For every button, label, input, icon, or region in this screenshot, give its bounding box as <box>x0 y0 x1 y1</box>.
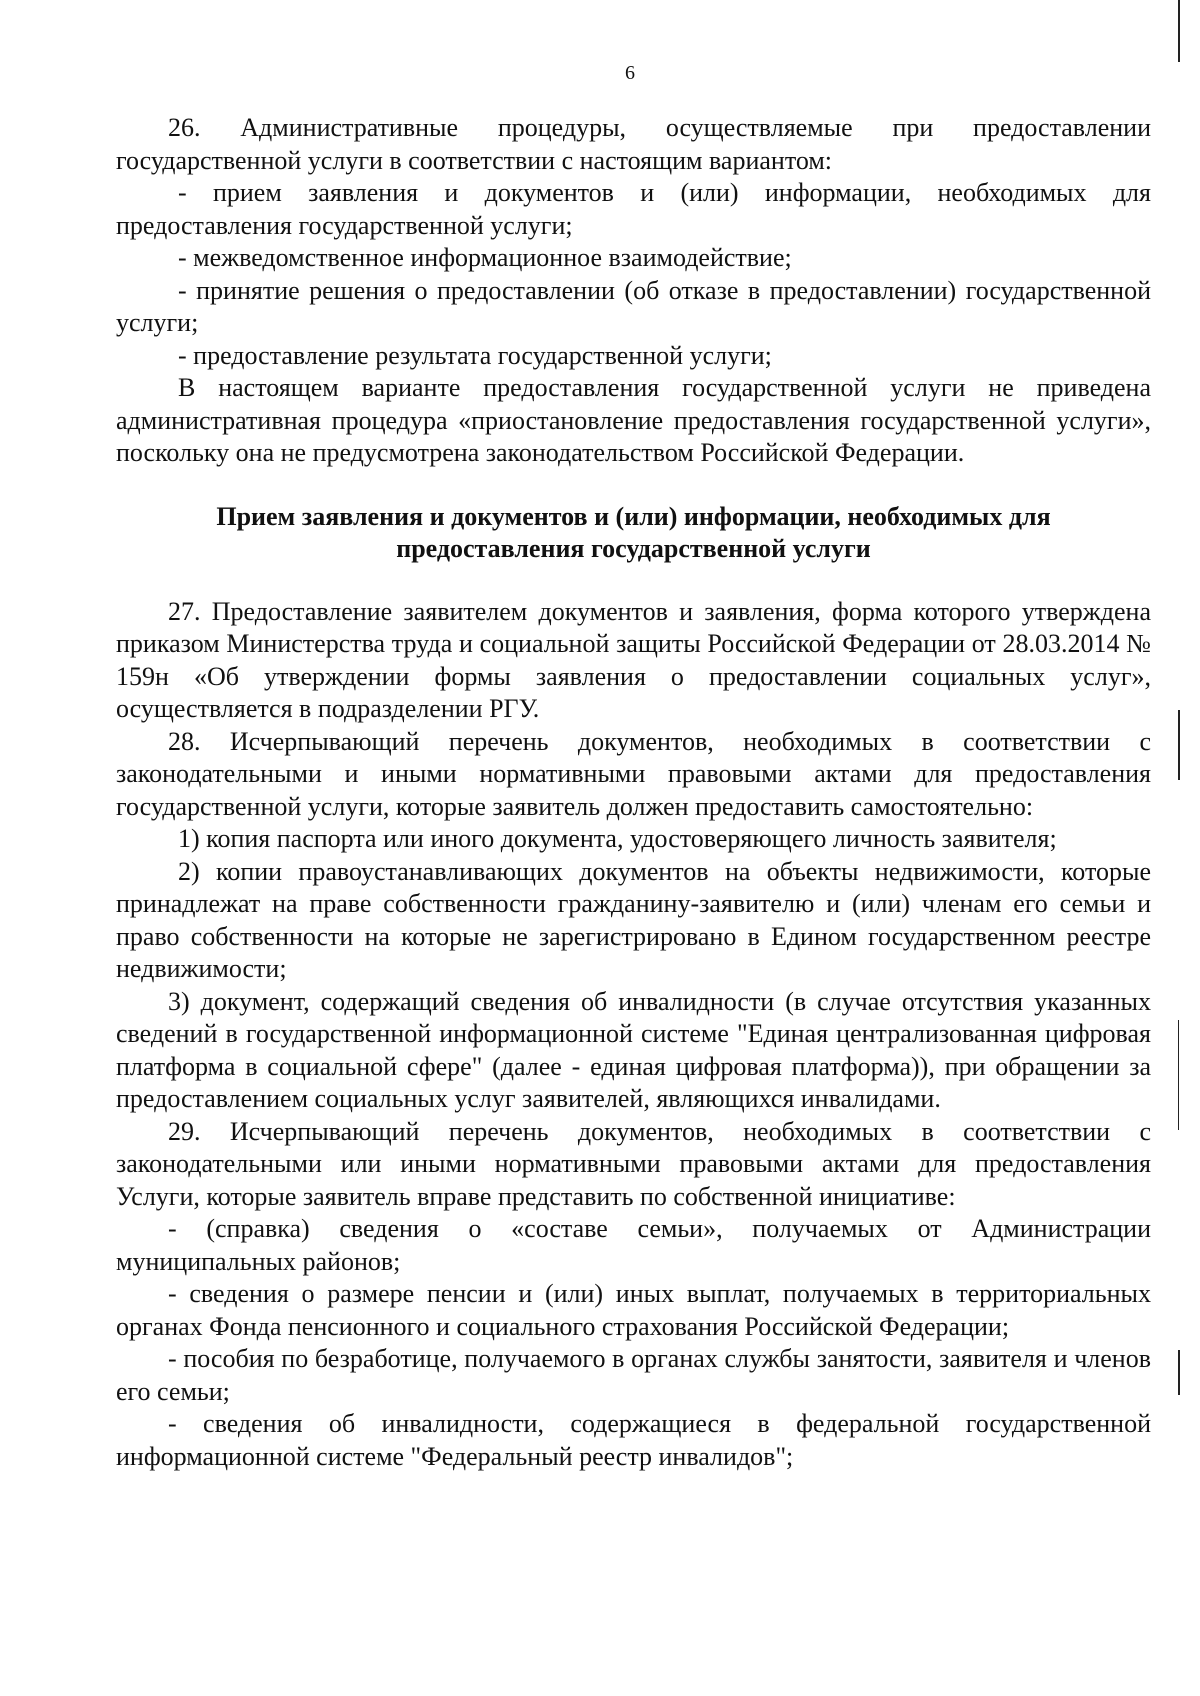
paragraph-26: 26. Административные процедуры, осуществляемые при предоставлении государственной услуги в соответствии с настоящим вариантом: <box>116 113 1151 175</box>
list-item: - принятие решения о предоставлении (об отказе в предоставлении) государственной услуги; <box>116 275 1151 337</box>
list-item: - (справка) сведения о «составе семьи», получаемых от Администрации муниципальных районов; <box>116 1214 1151 1276</box>
list-item: 2) копии правоустанавливающих документов на объекты недвижимости, которые принадлежат на праве собственности гражданину-заявителю и (или) членам его семьи и право собственности на которые не зарегистрировано в Едином государственном реестре недвижимости; <box>116 856 1151 983</box>
list-item: - межведомственное информационное взаимодействие; <box>178 243 792 272</box>
list-item: - пособия по безработице, получаемого в органах службы занятости, заявителя и членов его семьи; <box>116 1344 1151 1406</box>
paragraph-28: 28. Исчерпывающий перечень документов, необходимых в соответствии с законодательными и иными нормативными правовыми актами для предоставления государственной услуги, которые заявитель должен предоставить самостоятельно: <box>116 726 1151 821</box>
paragraph-29: 29. Исчерпывающий перечень документов, необходимых в соответствии с законодательными или иными нормативными правовыми актами для предоставления Услуги, которые заявитель вправе представить по собственной инициативе: <box>116 1116 1151 1211</box>
page-number: 6 <box>625 62 635 84</box>
list-item: 3) документ, содержащий сведения об инвалидности (в случае отсутствия указанных сведений в государственной информационной системе "Единая централизованная цифровая платформа в социальной сфере" (далее - единая цифровая платформа)), при обращении за предоставлением социальных услуг заявителей, являющихся инвалидами. <box>116 986 1151 1113</box>
scan-edge-mark <box>1178 1020 1179 1130</box>
paragraph-note: В настоящем варианте предоставления государственной услуги не приведена административная процедура «приостановление предоставления государственной услуги», поскольку она не предусмотрена законодательством Российской Федерации. <box>116 373 1151 467</box>
scan-edge-mark <box>1178 710 1180 780</box>
list-item: - прием заявления и документов и (или) информации, необходимых для предоставления государственной услуги; <box>116 178 1151 240</box>
list-item: 1) копия паспорта или иного документа, удостоверяющего личность заявителя; <box>178 824 1057 853</box>
document-body <box>116 112 1151 1473</box>
section-heading: Прием заявления и документов и (или) информации, необходимых для предоставления государственной услуги <box>216 501 1051 563</box>
scan-edge-mark <box>1178 0 1180 62</box>
paragraph-27: 27. Предоставление заявителем документов и заявления, форма которого утверждена приказом Министерства труда и социальной защиты Российской Федерации от 28.03.2014 № 159н «Об утверждении формы заявления о предоставлении социальных услуг», осуществляется в подразделении РГУ. <box>116 596 1151 723</box>
list-item: - предоставление результата государственной услуги; <box>178 340 772 370</box>
list-item: - сведения об инвалидности, содержащиеся в федеральной государственной информационной системе "Федеральный реестр инвалидов"; <box>116 1409 1151 1471</box>
scan-edge-mark <box>1178 1350 1180 1395</box>
list-item: - сведения о размере пенсии и (или) иных выплат, получаемых в территориальных органах Фонда пенсионного и социального страхования Российской Федерации; <box>116 1279 1151 1341</box>
